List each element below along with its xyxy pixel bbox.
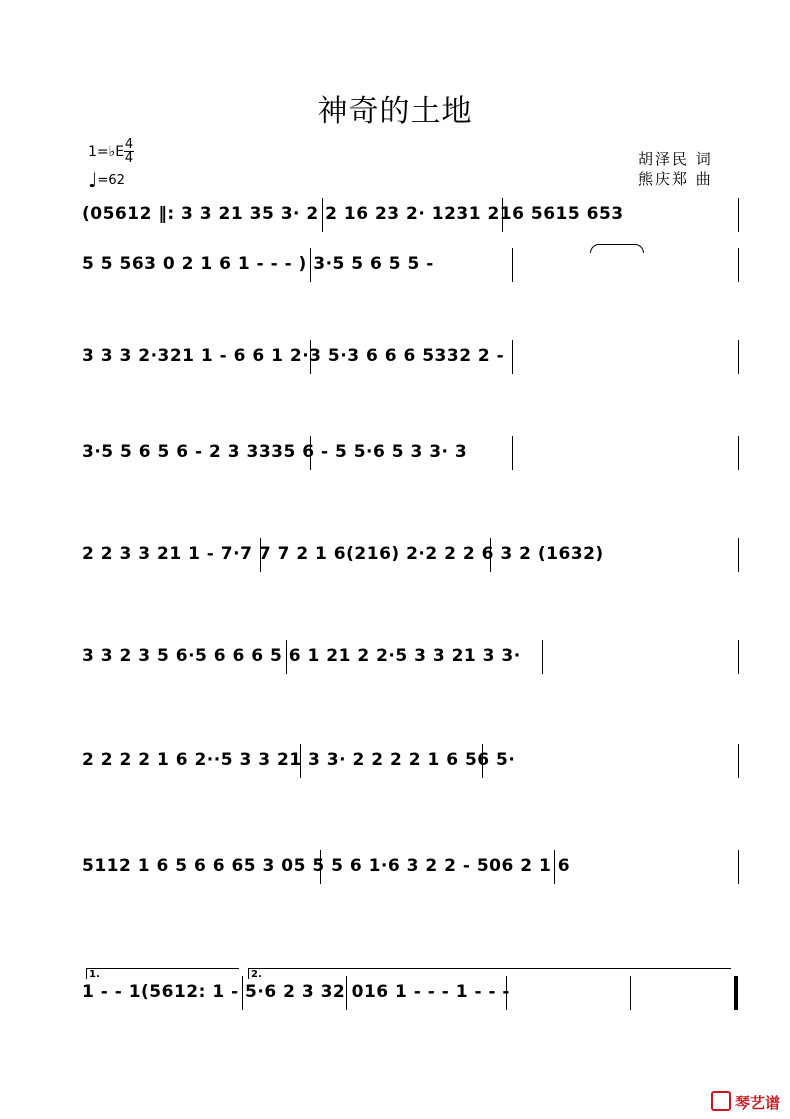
barline [322, 198, 323, 232]
barline [738, 436, 739, 470]
barline [542, 640, 543, 674]
barline [490, 538, 491, 572]
watermark-text: 琴艺谱 [734, 1094, 780, 1112]
barline [502, 198, 503, 232]
barline [738, 340, 739, 374]
watermark-logo [711, 1091, 780, 1113]
barline [630, 976, 631, 1010]
time-signature [124, 138, 134, 165]
barline [512, 436, 513, 470]
barline [320, 850, 321, 884]
tempo-value: =62 [97, 173, 125, 188]
final-barline [734, 976, 738, 1010]
barline [512, 340, 513, 374]
barline [738, 744, 739, 778]
tempo-marking [88, 168, 125, 192]
barline [310, 436, 311, 470]
notes: (05612 ‖: 3 3 21 35 3· 2 2 16 23 2· 1231 216 5615 653 [82, 204, 624, 224]
barline [506, 976, 507, 1010]
barline [242, 976, 243, 1010]
barline [738, 198, 739, 232]
notes: 5112 1 6 5 6 6 65 3 05 5 5 6 1·6 3 2 2 - 506 2 1 6 [82, 856, 571, 876]
notes: 3 3 3 2·321 1 - 6 6 1 2·3 5·3 6 6 6 5332 2 - [82, 346, 505, 366]
barline [310, 340, 311, 374]
barline [738, 850, 739, 884]
barline [738, 640, 739, 674]
volta-bracket: 2. [248, 968, 731, 979]
notation-row-8 [82, 842, 742, 902]
notation-row-9 [82, 968, 742, 1028]
notation-row-6 [82, 632, 742, 692]
notation-row-4 [82, 428, 742, 488]
quarter-note-icon: ♩ [88, 168, 98, 192]
barline [300, 744, 301, 778]
lyricist: 胡泽民 词 [638, 150, 713, 168]
key-signature: 1=♭E [88, 144, 125, 160]
time-top: 4 [124, 137, 134, 152]
barline [346, 976, 347, 1010]
barline [310, 248, 311, 282]
barline [554, 850, 555, 884]
notation-row-7 [82, 736, 742, 796]
time-bottom: 4 [124, 151, 134, 166]
notes: 5 5 563 0 2 1 6 1 - - - ) 3·5 5 6 5 5 - [82, 254, 434, 274]
song-title: 神奇的土地 [317, 94, 473, 129]
slur [590, 244, 644, 253]
notes: 1 - - 1(5612: 1 - 5·6 2 3 32 016 1 - - - 1 - - - [82, 982, 510, 1002]
barline [512, 248, 513, 282]
notation-row-2 [82, 240, 742, 300]
barline [738, 538, 739, 572]
notes: 2 2 3 3 21 1 - 7·7 7 7 2 1 6(216) 2·2 2 2 6 3 2 (1632) [82, 544, 604, 564]
notation-row-5 [82, 530, 742, 590]
notes: 3·5 5 6 5 6 - 2 3 3335 6 - 5 5·6 5 3 3· 3 [82, 442, 468, 462]
barline [482, 744, 483, 778]
barline [286, 640, 287, 674]
composer: 熊庆郑 曲 [638, 170, 713, 188]
notes: 3 3 2 3 5 6·5 6 6 6 5 6 1 21 2 2·5 3 3 21 3 3· [82, 646, 521, 666]
barline [260, 538, 261, 572]
notation-row-3 [82, 332, 742, 392]
barline [738, 248, 739, 282]
volta-bracket: 1. [86, 968, 239, 979]
notes: 2 2 2 2 1 6 2··5 3 3 21 3 3· 2 2 2 2 1 6 56 5· [82, 750, 516, 770]
logo-icon [711, 1091, 731, 1111]
